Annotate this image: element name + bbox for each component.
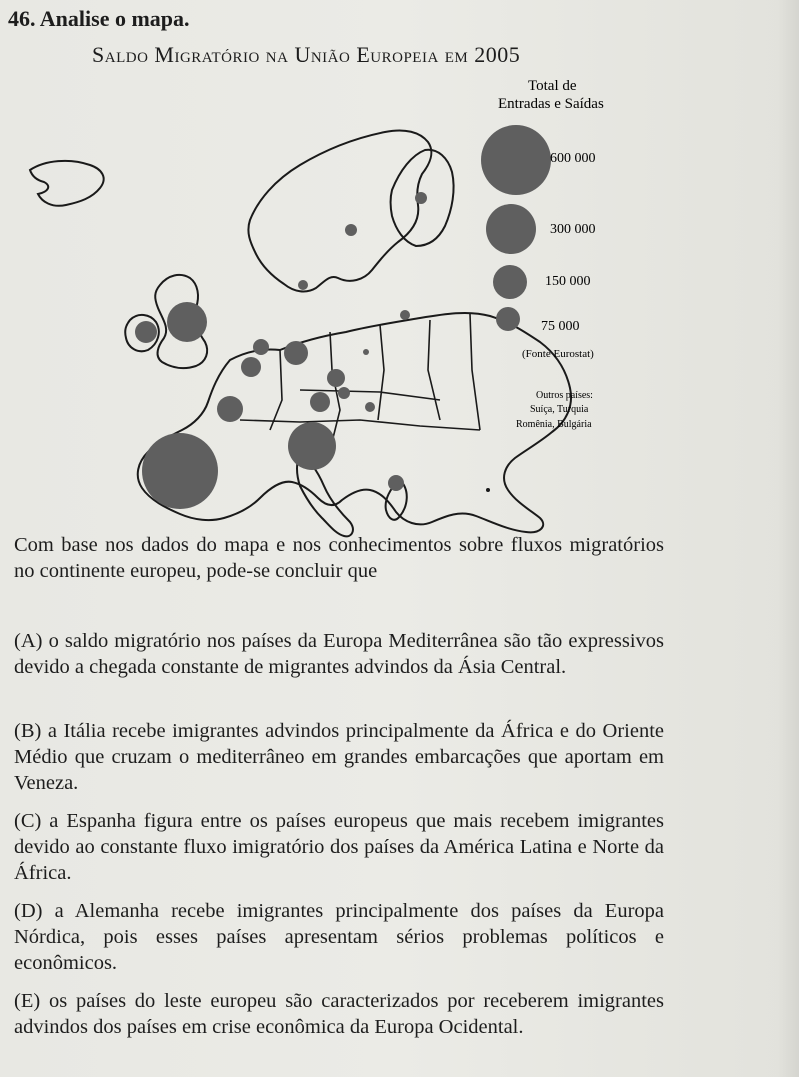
legend-title-line1: Total de [528, 78, 577, 94]
bubble-finland [415, 192, 427, 204]
map-title: Saldo Migratório na União Europeia em 2005 [92, 42, 521, 67]
option-b-text: a Itália recebe imigrantes advindos principalmente da África e do Oriente Médio que cruzam o mediterrâneo em grandes embarcações que aportam em Veneza. [14, 720, 665, 794]
legend-circle-600000 [481, 125, 551, 195]
bubble-sweden [345, 224, 357, 236]
legend-label-600000: 600 000 [550, 151, 596, 166]
cyprus-marker [486, 488, 490, 492]
scandinavia-shape [248, 130, 431, 291]
bubble-germany [284, 341, 308, 365]
option-c[interactable] [14, 808, 664, 886]
other-countries-line2: Suíça, Turquia [530, 404, 589, 415]
option-a[interactable] [14, 628, 664, 680]
option-b-letter: (B) [14, 720, 42, 742]
option-c-letter: (C) [14, 810, 42, 832]
bubble-italy [288, 422, 336, 470]
option-c-text: a Espanha figura entre os países europeus que mais recebem imigrantes devido ao constante fluxo imigratório dos países da América Latina e Norte da África. [14, 810, 665, 884]
legend-label-300000: 300 000 [550, 222, 596, 237]
option-a-letter: (A) [14, 630, 43, 652]
legend-title-line2: Entradas e Saídas [498, 96, 604, 112]
europe-map [0, 70, 700, 540]
legend-circle-75000 [496, 307, 520, 331]
bubble-denmark [298, 280, 308, 290]
question-header [8, 6, 190, 32]
bubble-portugal [365, 402, 375, 412]
bubble-spain [142, 433, 218, 509]
option-d[interactable] [14, 898, 664, 976]
bubble-czech [363, 349, 369, 355]
bubble-slovenia [338, 387, 350, 399]
bubble-netherlands [253, 339, 269, 355]
bubble-belgium [241, 357, 261, 377]
country-borders [240, 314, 480, 450]
legend-label-75000: 75 000 [541, 319, 580, 334]
legend-circle-300000 [486, 204, 536, 254]
bubble-france [217, 396, 243, 422]
question-statement: Com base nos dados do mapa e nos conhecimentos sobre fluxos migratórios no continente europeu, pode-se concluir que [14, 534, 664, 582]
option-e[interactable] [14, 988, 664, 1040]
legend-circle-150000 [493, 265, 527, 299]
legend-source: (Fonte Eurostat) [522, 348, 594, 360]
option-d-letter: (D) [14, 900, 43, 922]
option-e-letter: (E) [14, 990, 41, 1012]
bubble-greece [388, 475, 404, 491]
bubble-switzerland [310, 392, 330, 412]
bubble-uk [167, 302, 207, 342]
bubble-austria [327, 369, 345, 387]
bubble-ireland [135, 321, 157, 343]
question-prompt: Analise o mapa. [39, 6, 190, 31]
other-countries-line1: Outros países: [536, 390, 593, 401]
option-b[interactable] [14, 718, 664, 796]
legend-label-150000: 150 000 [545, 274, 591, 289]
option-d-text: a Alemanha recebe imigrantes principalmente dos países da Europa Nórdica, pois esses países apresentam sérios problemas políticos e econômicos. [14, 900, 664, 974]
question-number: 46. [8, 6, 36, 31]
page-edge-shadow [777, 0, 799, 1077]
iceland-shape [30, 161, 104, 206]
bubble-poland [400, 310, 410, 320]
other-countries-line3: Romênia, Bulgária [516, 419, 592, 430]
option-a-text: o saldo migratório nos países da Europa Mediterrânea são tão expressivos devido a chegada constante de migrantes advindos da Ásia Central. [14, 630, 665, 678]
option-e-text: os países do leste europeu são caracterizados por receberem imigrantes advindos dos países em crise econômica da Europa Ocidental. [14, 990, 664, 1038]
